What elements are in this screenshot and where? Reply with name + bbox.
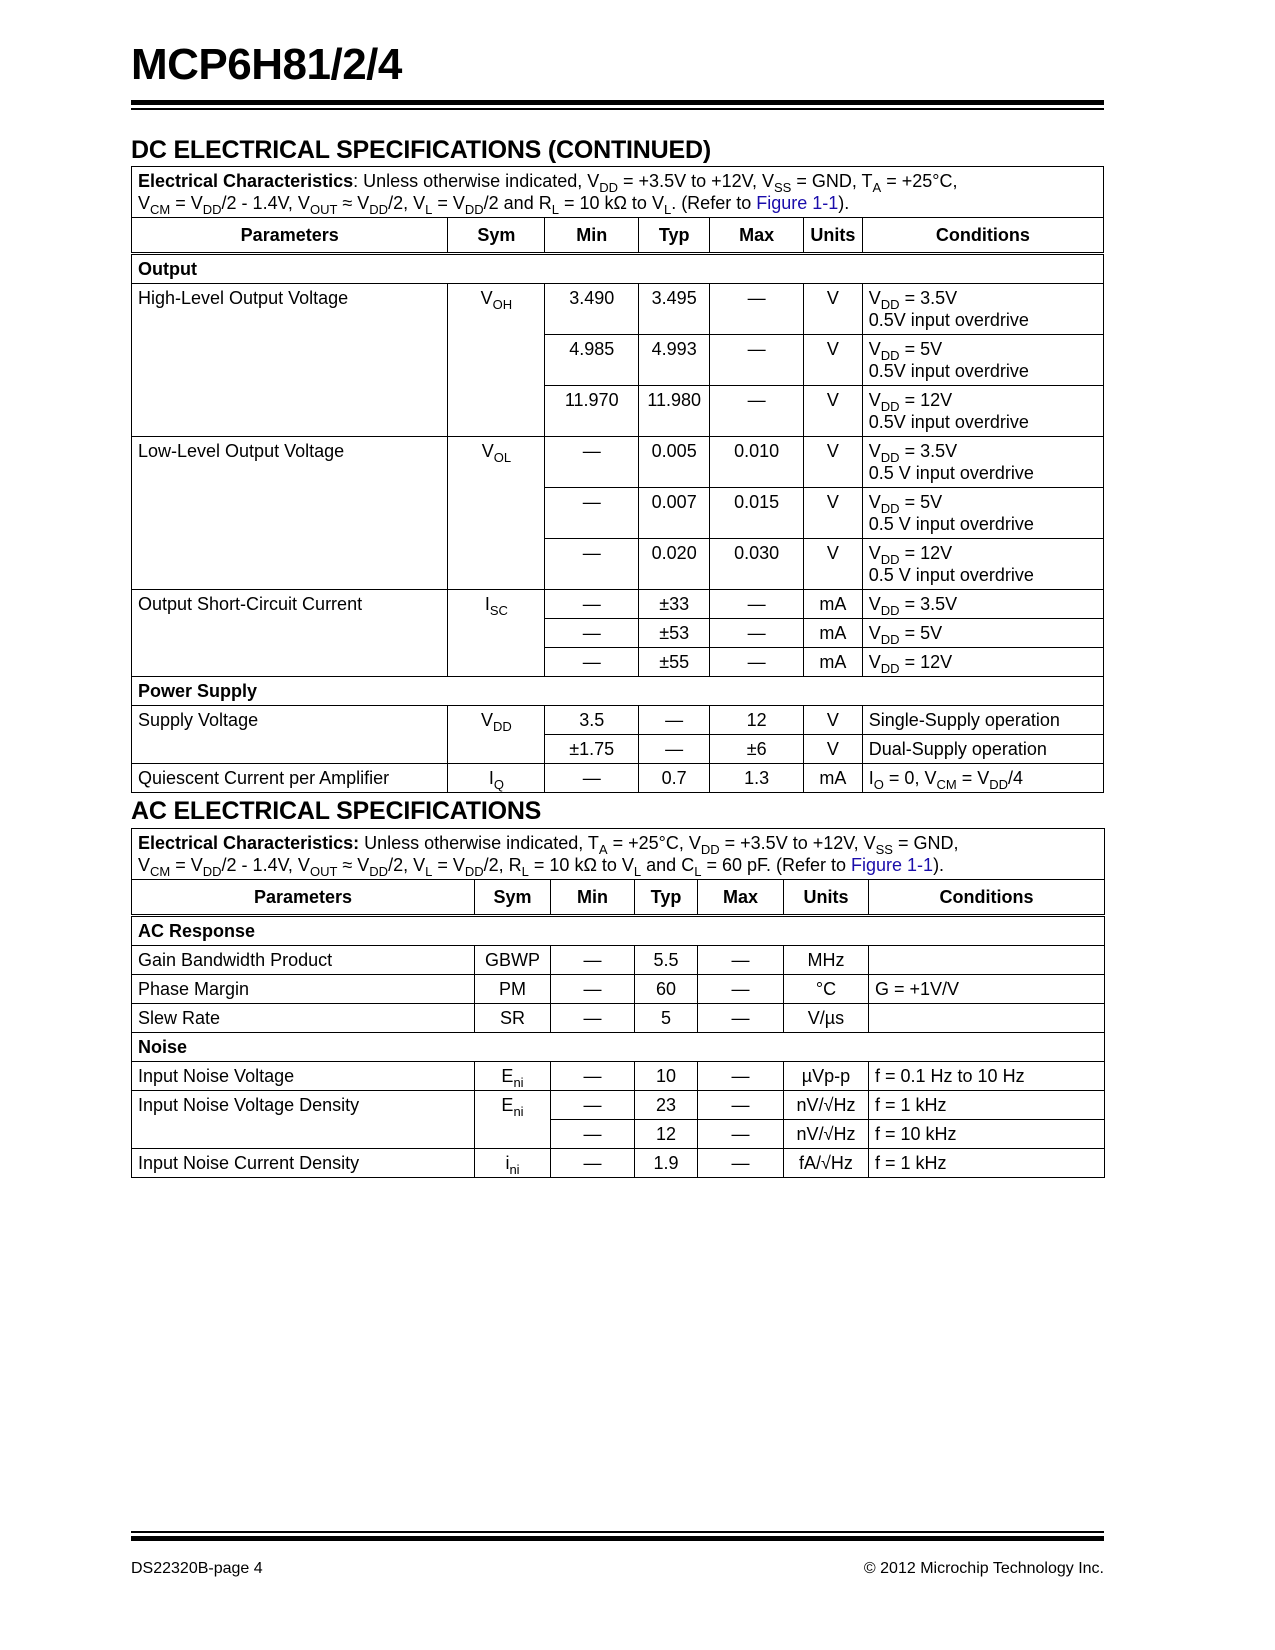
ac-section-title: AC ELECTRICAL SPECIFICATIONS [131,797,542,825]
conditions-value: f = 1 kHz [869,1091,1105,1120]
conditions-value: $V_{DD} = 5V$ 0.5V input overdrive [862,335,1103,386]
conditions-value: $V_{DD} = 12V$ 0.5V input overdrive [862,386,1103,437]
min-value: ±1.75 [545,735,639,764]
typ-value: — [639,735,710,764]
sym-voh: $V_{OH}$ [448,284,545,437]
col-typ: Typ [635,880,698,916]
col-sym: Sym [448,218,545,254]
group-output: Output [132,254,1104,284]
typ-value: 60 [635,975,698,1004]
units-value: V [804,488,863,539]
typ-value: 3.495 [639,284,710,335]
col-max: Max [698,880,784,916]
col-units: Units [784,880,869,916]
min-value: — [551,946,635,975]
param-vol: Low-Level Output Voltage [132,437,448,590]
units-value: V [804,539,863,590]
typ-value: 5.5 [635,946,698,975]
units-value: µVp-p [784,1062,869,1091]
conditions-value: G = +1V/V [869,975,1105,1004]
max-value: ±6 [710,735,804,764]
units-value: mA [804,590,863,619]
min-value: — [551,975,635,1004]
typ-value: — [639,706,710,735]
col-min: Min [551,880,635,916]
dc-header-row [132,218,1104,254]
max-value: — [698,1062,784,1091]
dc-spec-table [131,166,1104,793]
max-value: 0.030 [710,539,804,590]
typ-value: ±55 [639,648,710,677]
conditions-value: f = 10 kHz [869,1120,1105,1149]
conditions-value: $V_{DD} = 12V$ [862,648,1103,677]
param-iq: Quiescent Current per Amplifier [132,764,448,793]
min-value: 3.490 [545,284,639,335]
max-value: — [698,1149,784,1178]
typ-value: 0.7 [639,764,710,793]
conditions-value: f = 1 kHz [869,1149,1105,1178]
dc-figure-link[interactable]: Figure 1-1 [756,193,839,213]
units-value: nV/√Hz [784,1120,869,1149]
max-value: 0.010 [710,437,804,488]
conditions-value: $V_{DD} = 3.5V$ 0.5 V input overdrive [862,437,1103,488]
conditions-value: Single-Supply operation [862,706,1103,735]
footer-page-number: DS22320B-page 4 [131,1560,263,1577]
conditions-value: $I_O = 0$, $V_{CM} = V_{DD}/4$ [862,764,1103,793]
table-row [132,1004,1105,1033]
units-value: V [804,335,863,386]
table-row [132,764,1104,793]
max-value: — [710,335,804,386]
table-row [132,590,1104,619]
min-value: — [545,488,639,539]
sym-isc: $I_{SC}$ [448,590,545,677]
sym-sr: SR [475,1004,551,1033]
min-value: — [545,437,639,488]
col-parameters: Parameters [132,880,475,916]
min-value: — [545,590,639,619]
typ-value: 5 [635,1004,698,1033]
conditions-value: Dual-Supply operation [862,735,1103,764]
units-value: MHz [784,946,869,975]
typ-value: 1.9 [635,1149,698,1178]
footer-rule-thick [131,1536,1104,1541]
min-value: — [551,1120,635,1149]
max-value: — [710,284,804,335]
min-value: 11.970 [545,386,639,437]
ac-intro: Electrical Characteristics: Unless otherwise indicated, $T_A = +25^\circ C$, $V_{DD} = +3.5V$ to +12V, $V_{SS}$ = GND, $V_{CM} = V_{DD}/2 - 1.4V$, $V_{OUT} \approx V_{DD}/2$, $V_L = V_{DD}/2$, $R_L = 10$ kΩ to $V_L$ and $C_L = 60$ pF. (Refer to Figure 1-1). [132,829,1105,880]
typ-value: 10 [635,1062,698,1091]
max-value: — [698,946,784,975]
table-row [132,946,1105,975]
ac-figure-link[interactable]: Figure 1-1 [851,855,934,875]
typ-value: 12 [635,1120,698,1149]
table-row [132,706,1104,735]
footer-rule-thin [131,1531,1104,1533]
conditions-value: $V_{DD} = 5V$ [862,619,1103,648]
param-voh: High-Level Output Voltage [132,284,448,437]
min-value: — [551,1149,635,1178]
ac-spec-table [131,828,1105,1178]
dc-section-title: DC ELECTRICAL SPECIFICATIONS (CONTINUED) [131,136,711,164]
units-value: fA/√Hz [784,1149,869,1178]
col-units: Units [804,218,863,254]
col-min: Min [545,218,639,254]
max-value: 1.3 [710,764,804,793]
group-power-supply: Power Supply [132,677,1104,706]
conditions-value: $V_{DD} = 3.5V$ [862,590,1103,619]
min-value: — [551,1091,635,1120]
param-pm: Phase Margin [132,975,475,1004]
param-isc: Output Short-Circuit Current [132,590,448,677]
min-value: 4.985 [545,335,639,386]
sym-vdd: $V_{DD}$ [448,706,545,764]
footer-copyright: © 2012 Microchip Technology Inc. [863,1560,1104,1577]
sym-iq: $I_Q$ [448,764,545,793]
param-sr: Slew Rate [132,1004,475,1033]
table-row [132,1062,1105,1091]
min-value: — [545,619,639,648]
typ-value: 0.005 [639,437,710,488]
sym-eni-density: $E_{ni}$ [475,1091,551,1149]
param-gbwp: Gain Bandwidth Product [132,946,475,975]
max-value: — [698,975,784,1004]
col-max: Max [710,218,804,254]
max-value: — [710,590,804,619]
units-value: V/µs [784,1004,869,1033]
group-noise: Noise [132,1033,1105,1062]
sym-eni: $E_{ni}$ [475,1062,551,1091]
units-value: V [804,735,863,764]
header-rule-thin [131,108,1104,110]
param-vdd: Supply Voltage [132,706,448,764]
max-value: 12 [710,706,804,735]
conditions-value: $V_{DD} = 12V$ 0.5 V input overdrive [862,539,1103,590]
conditions-value: f = 0.1 Hz to 10 Hz [869,1062,1105,1091]
units-value: nV/√Hz [784,1091,869,1120]
table-row [132,1149,1105,1178]
units-value: mA [804,764,863,793]
table-row [132,437,1104,488]
typ-value: 11.980 [639,386,710,437]
dc-intro: Electrical Characteristics: Unless otherwise indicated, $V_{DD} = +3.5V$ to +12V, $V_{SS}$ = GND, $T_A = +25^\circ C$, $V_{CM} = V_{DD}/2 - 1.4V$, $V_{OUT} \approx V_{DD}/2$, $V_L = V_{DD}/2$ and $R_L = 10$ kΩ to $V_L$. (Refer to Figure 1-1). [132,167,1104,218]
units-value: °C [784,975,869,1004]
max-value: — [710,386,804,437]
conditions-value: $V_{DD} = 3.5V$ 0.5V input overdrive [862,284,1103,335]
group-ac-response: AC Response [132,916,1105,946]
max-value: 0.015 [710,488,804,539]
conditions-value [869,1004,1105,1033]
min-value: 3.5 [545,706,639,735]
max-value: — [710,648,804,677]
header-rule-thick [131,100,1104,105]
table-row [132,1091,1105,1120]
min-value: — [551,1062,635,1091]
table-row [132,975,1105,1004]
document-title: MCP6H81/2/4 [131,40,402,89]
param-eni: Input Noise Voltage [132,1062,475,1091]
typ-value: 0.007 [639,488,710,539]
sym-pm: PM [475,975,551,1004]
col-parameters: Parameters [132,218,448,254]
table-row [132,284,1104,335]
units-value: mA [804,619,863,648]
max-value: — [698,1091,784,1120]
units-value: V [804,284,863,335]
max-value: — [710,619,804,648]
units-value: V [804,437,863,488]
sym-vol: $V_{OL}$ [448,437,545,590]
col-conditions: Conditions [862,218,1103,254]
typ-value: 23 [635,1091,698,1120]
ac-header-row [132,880,1105,916]
param-ini: Input Noise Current Density [132,1149,475,1178]
max-value: — [698,1004,784,1033]
param-eni-density: Input Noise Voltage Density [132,1091,475,1149]
typ-value: 0.020 [639,539,710,590]
units-value: V [804,706,863,735]
max-value: — [698,1120,784,1149]
units-value: V [804,386,863,437]
typ-value: 4.993 [639,335,710,386]
sym-gbwp: GBWP [475,946,551,975]
conditions-value: $V_{DD} = 5V$ 0.5 V input overdrive [862,488,1103,539]
conditions-value [869,946,1105,975]
min-value: — [545,764,639,793]
units-value: mA [804,648,863,677]
col-typ: Typ [639,218,710,254]
min-value: — [545,648,639,677]
min-value: — [545,539,639,590]
min-value: — [551,1004,635,1033]
col-conditions: Conditions [869,880,1105,916]
sym-ini: $i_{ni}$ [475,1149,551,1178]
typ-value: ±33 [639,590,710,619]
col-sym: Sym [475,880,551,916]
typ-value: ±53 [639,619,710,648]
